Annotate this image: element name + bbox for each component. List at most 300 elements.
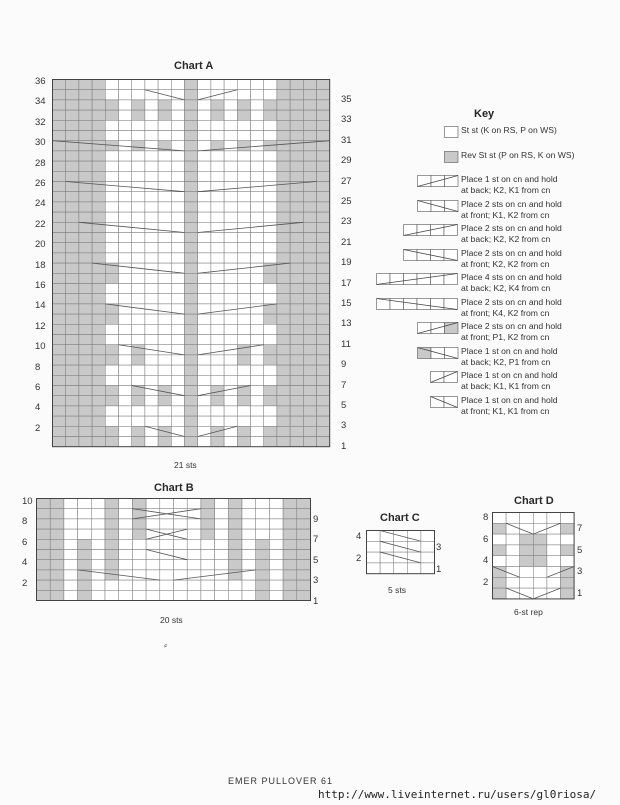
grid-cell bbox=[119, 253, 132, 263]
grid-cell bbox=[264, 375, 277, 385]
grid-cell bbox=[251, 100, 264, 110]
grid-cell bbox=[185, 171, 198, 181]
grid-cell bbox=[145, 171, 158, 181]
key-item-line1: Place 2 sts on cn and hold bbox=[461, 198, 562, 209]
grid-cell bbox=[92, 324, 105, 334]
grid-cell bbox=[297, 539, 311, 549]
row-number: 1 bbox=[313, 595, 319, 607]
grid-cell bbox=[317, 233, 330, 243]
grid-cell bbox=[303, 110, 316, 120]
grid-cell bbox=[211, 151, 224, 161]
grid-cell bbox=[493, 545, 507, 556]
grid-cell bbox=[185, 120, 198, 130]
grid-cell bbox=[53, 324, 66, 334]
key-symbol bbox=[430, 371, 459, 384]
grid-cell bbox=[198, 273, 211, 283]
grid-cell bbox=[237, 273, 250, 283]
grid-cell bbox=[317, 263, 330, 273]
grid-cell bbox=[105, 519, 119, 529]
grid-cell bbox=[145, 263, 158, 273]
grid-cell bbox=[171, 273, 184, 283]
row-number: 13 bbox=[341, 318, 352, 330]
grid-cell bbox=[132, 375, 145, 385]
grid-cell bbox=[211, 192, 224, 202]
grid-cell bbox=[53, 243, 66, 253]
grid-cell bbox=[119, 519, 133, 529]
chart-c-title: Chart C bbox=[380, 512, 420, 524]
grid-cell bbox=[66, 171, 79, 181]
grid-cell bbox=[224, 110, 237, 120]
grid-cell bbox=[237, 233, 250, 243]
grid-cell bbox=[105, 120, 118, 130]
grid-cell bbox=[105, 243, 118, 253]
grid-cell bbox=[215, 550, 229, 560]
grid-cell bbox=[493, 577, 507, 588]
grid-cell bbox=[145, 396, 158, 406]
grid-cell bbox=[105, 182, 118, 192]
grid-cell bbox=[119, 151, 132, 161]
grid-cell bbox=[158, 335, 171, 345]
grid-cell bbox=[132, 355, 145, 365]
grid-cell bbox=[283, 519, 297, 529]
grid-cell bbox=[171, 192, 184, 202]
grid-cell bbox=[256, 550, 270, 560]
grid-cell bbox=[64, 550, 78, 560]
grid-cell bbox=[119, 580, 133, 590]
grid-cell bbox=[237, 212, 250, 222]
grid-cell bbox=[158, 284, 171, 294]
grid-cell bbox=[50, 509, 64, 519]
grid-cell bbox=[215, 560, 229, 570]
grid-cell bbox=[224, 396, 237, 406]
grid-cell bbox=[211, 110, 224, 120]
grid-cell bbox=[290, 161, 303, 171]
grid-cell bbox=[237, 141, 250, 151]
grid-cell bbox=[224, 80, 237, 90]
grid-cell bbox=[185, 355, 198, 365]
grid-cell bbox=[91, 529, 105, 539]
grid-cell bbox=[290, 110, 303, 120]
grid-cell bbox=[79, 437, 92, 447]
grid-cell bbox=[53, 192, 66, 202]
grid-cell bbox=[91, 519, 105, 529]
grid-cell bbox=[303, 437, 316, 447]
grid-cell bbox=[66, 233, 79, 243]
grid-cell bbox=[53, 284, 66, 294]
grid-cell bbox=[171, 294, 184, 304]
grid-cell bbox=[119, 386, 132, 396]
grid-cell bbox=[53, 273, 66, 283]
grid-cell bbox=[105, 222, 118, 232]
grid-cell bbox=[317, 120, 330, 130]
grid-cell bbox=[64, 529, 78, 539]
grid-cell bbox=[53, 141, 66, 151]
row-number: 2 bbox=[35, 422, 41, 434]
grid-cell bbox=[105, 110, 118, 120]
row-number: 27 bbox=[341, 175, 352, 187]
grid-cell bbox=[158, 365, 171, 375]
grid-cell bbox=[290, 151, 303, 161]
grid-cell bbox=[211, 120, 224, 130]
grid-cell bbox=[269, 539, 283, 549]
chart-a-grid bbox=[52, 79, 331, 448]
grid-cell bbox=[171, 233, 184, 243]
grid-cell bbox=[277, 202, 290, 212]
grid-cell bbox=[211, 233, 224, 243]
grid-cell bbox=[237, 437, 250, 447]
grid-cell bbox=[160, 539, 174, 549]
grid-cell bbox=[303, 273, 316, 283]
grid-cell bbox=[160, 519, 174, 529]
grid-cell bbox=[303, 375, 316, 385]
grid-cell bbox=[251, 304, 264, 314]
grid-cell bbox=[242, 499, 256, 509]
grid-cell bbox=[64, 560, 78, 570]
grid-cell bbox=[132, 519, 146, 529]
grid-cell bbox=[53, 212, 66, 222]
grid-cell bbox=[105, 499, 119, 509]
grid-cell bbox=[185, 273, 198, 283]
grid-cell bbox=[224, 294, 237, 304]
grid-cell bbox=[66, 355, 79, 365]
grid-cell bbox=[158, 151, 171, 161]
grid-cell bbox=[92, 171, 105, 181]
grid-cell bbox=[198, 110, 211, 120]
grid-cell bbox=[185, 253, 198, 263]
key-item-line2: at back; K2, K4 from cn bbox=[461, 283, 551, 293]
row-number: 7 bbox=[313, 534, 319, 546]
grid-cell bbox=[91, 570, 105, 580]
grid-cell bbox=[290, 120, 303, 130]
grid-cell bbox=[171, 375, 184, 385]
key-item-label bbox=[461, 297, 611, 319]
grid-cell bbox=[251, 355, 264, 365]
grid-cell bbox=[290, 253, 303, 263]
grid-cell bbox=[66, 314, 79, 324]
grid-cell bbox=[91, 580, 105, 590]
grid-cell bbox=[264, 161, 277, 171]
grid-cell bbox=[242, 550, 256, 560]
grid-cell bbox=[79, 120, 92, 130]
grid-cell bbox=[224, 151, 237, 161]
chart-a-stitch-count: 21 sts bbox=[174, 460, 197, 470]
grid-cell bbox=[277, 243, 290, 253]
grid-cell bbox=[53, 171, 66, 181]
grid-cell bbox=[50, 529, 64, 539]
grid-cell bbox=[224, 375, 237, 385]
grid-cell bbox=[547, 577, 561, 588]
key-item-line2: at front; K4, K2 from cn bbox=[461, 307, 550, 318]
grid-cell bbox=[171, 182, 184, 192]
chart-b-title: Chart B bbox=[154, 482, 194, 494]
grid-cell bbox=[264, 100, 277, 110]
grid-cell bbox=[92, 120, 105, 130]
grid-cell bbox=[290, 222, 303, 232]
grid-cell bbox=[66, 120, 79, 130]
grid-cell bbox=[283, 560, 297, 570]
grid-cell bbox=[79, 375, 92, 385]
grid-cell bbox=[132, 580, 146, 590]
grid-cell bbox=[185, 416, 198, 426]
grid-cell bbox=[171, 314, 184, 324]
grid-cell bbox=[145, 294, 158, 304]
grid-cell bbox=[506, 534, 520, 545]
grid-cell bbox=[215, 580, 229, 590]
stray-mark: ⸗ bbox=[164, 640, 167, 650]
grid-cell bbox=[53, 100, 66, 110]
grid-cell bbox=[53, 386, 66, 396]
grid-cell bbox=[317, 161, 330, 171]
grid-cell bbox=[158, 171, 171, 181]
grid-cell bbox=[198, 406, 211, 416]
grid-cell bbox=[53, 365, 66, 375]
grid-cell bbox=[171, 396, 184, 406]
row-number: 4 bbox=[35, 402, 41, 414]
grid-cell bbox=[506, 577, 520, 588]
grid-cell bbox=[303, 233, 316, 243]
row-number: 9 bbox=[313, 514, 319, 525]
grid-cell bbox=[317, 202, 330, 212]
grid-cell bbox=[290, 365, 303, 375]
grid-cell bbox=[290, 437, 303, 447]
grid-cell bbox=[290, 100, 303, 110]
grid-cell bbox=[256, 590, 270, 600]
grid-cell bbox=[79, 151, 92, 161]
grid-cell bbox=[290, 263, 303, 273]
grid-cell bbox=[53, 396, 66, 406]
grid-cell bbox=[493, 588, 507, 599]
grid-cell bbox=[277, 161, 290, 171]
grid-cell bbox=[92, 375, 105, 385]
grid-cell bbox=[119, 90, 132, 100]
row-number: 7 bbox=[577, 523, 583, 534]
grid-cell bbox=[277, 437, 290, 447]
grid-cell bbox=[520, 513, 534, 524]
grid-cell bbox=[297, 509, 311, 519]
grid-cell bbox=[171, 284, 184, 294]
row-number: 10 bbox=[35, 341, 46, 353]
grid-cell bbox=[79, 222, 92, 232]
grid-cell bbox=[228, 539, 242, 549]
grid-cell bbox=[547, 534, 561, 545]
grid-cell bbox=[224, 406, 237, 416]
grid-cell bbox=[37, 590, 51, 600]
grid-cell bbox=[290, 90, 303, 100]
grid-cell bbox=[53, 426, 66, 436]
grid-cell bbox=[158, 131, 171, 141]
grid-cell bbox=[79, 304, 92, 314]
grid-cell bbox=[224, 212, 237, 222]
grid-cell bbox=[277, 406, 290, 416]
grid-cell bbox=[277, 375, 290, 385]
grid-cell bbox=[105, 386, 118, 396]
grid-cell bbox=[105, 171, 118, 181]
grid-cell bbox=[79, 324, 92, 334]
grid-cell bbox=[283, 539, 297, 549]
grid-cell bbox=[198, 365, 211, 375]
grid-cell bbox=[119, 100, 132, 110]
grid-cell bbox=[119, 192, 132, 202]
grid-cell bbox=[132, 499, 146, 509]
grid-cell bbox=[158, 355, 171, 365]
grid-cell bbox=[105, 192, 118, 202]
grid-cell bbox=[145, 365, 158, 375]
grid-cell bbox=[506, 523, 520, 534]
grid-cell bbox=[132, 171, 145, 181]
grid-cell bbox=[421, 563, 435, 574]
grid-cell bbox=[92, 202, 105, 212]
grid-cell bbox=[290, 273, 303, 283]
grid-cell bbox=[66, 131, 79, 141]
grid-cell bbox=[132, 120, 145, 130]
grid-cell bbox=[198, 120, 211, 130]
grid-cell bbox=[66, 110, 79, 120]
row-number: 12 bbox=[35, 320, 46, 332]
grid-cell bbox=[224, 284, 237, 294]
grid-cell bbox=[303, 171, 316, 181]
grid-cell bbox=[201, 529, 215, 539]
grid-cell bbox=[237, 324, 250, 334]
grid-cell bbox=[145, 141, 158, 151]
grid-cell bbox=[269, 560, 283, 570]
grid-cell bbox=[105, 90, 118, 100]
grid-cell bbox=[198, 202, 211, 212]
row-number: 1 bbox=[436, 563, 442, 575]
grid-cell bbox=[66, 100, 79, 110]
grid-cell bbox=[105, 539, 119, 549]
grid-cell bbox=[237, 80, 250, 90]
key-item-line1: Place 1 st on cn and hold bbox=[461, 174, 558, 184]
grid-cell bbox=[185, 375, 198, 385]
grid-cell bbox=[237, 182, 250, 192]
grid-cell bbox=[119, 437, 132, 447]
grid-cell bbox=[303, 182, 316, 192]
grid-cell bbox=[251, 365, 264, 375]
grid-cell bbox=[158, 100, 171, 110]
grid-cell bbox=[79, 365, 92, 375]
grid-cell bbox=[303, 314, 316, 324]
grid-cell bbox=[242, 539, 256, 549]
grid-cell bbox=[317, 253, 330, 263]
grid-cell bbox=[277, 335, 290, 345]
grid-cell bbox=[132, 273, 145, 283]
grid-cell bbox=[228, 580, 242, 590]
grid-cell bbox=[119, 161, 132, 171]
grid-cell bbox=[533, 534, 547, 545]
grid-cell bbox=[146, 499, 160, 509]
grid-cell bbox=[91, 560, 105, 570]
grid-cell bbox=[187, 539, 201, 549]
grid-cell bbox=[79, 212, 92, 222]
grid-cell bbox=[53, 314, 66, 324]
grid-cell bbox=[242, 529, 256, 539]
grid-cell bbox=[237, 365, 250, 375]
grid-cell bbox=[198, 284, 211, 294]
grid-cell bbox=[251, 90, 264, 100]
key-symbol bbox=[430, 396, 459, 409]
grid-cell bbox=[145, 355, 158, 365]
grid-cell bbox=[132, 335, 145, 345]
grid-cell bbox=[317, 335, 330, 345]
grid-cell bbox=[533, 588, 547, 599]
grid-cell bbox=[79, 192, 92, 202]
grid-cell bbox=[242, 509, 256, 519]
grid-cell bbox=[105, 151, 118, 161]
grid-cell bbox=[78, 590, 92, 600]
grid-cell bbox=[119, 355, 132, 365]
grid-cell bbox=[185, 345, 198, 355]
grid-cell bbox=[264, 294, 277, 304]
grid-cell bbox=[242, 580, 256, 590]
grid-cell bbox=[105, 233, 118, 243]
grid-cell bbox=[264, 273, 277, 283]
grid-cell bbox=[53, 304, 66, 314]
grid-cell bbox=[317, 345, 330, 355]
grid-cell bbox=[119, 80, 132, 90]
key-item-line2: at back; K2, K1 from cn bbox=[461, 185, 551, 195]
grid-cell bbox=[105, 375, 118, 385]
grid-cell bbox=[158, 212, 171, 222]
grid-cell bbox=[64, 499, 78, 509]
key-item-line1: Place 1 st on cn and hold bbox=[461, 394, 558, 405]
grid-cell bbox=[171, 416, 184, 426]
grid-cell bbox=[211, 437, 224, 447]
grid-cell bbox=[185, 131, 198, 141]
grid-cell bbox=[174, 519, 188, 529]
grid-cell bbox=[79, 110, 92, 120]
grid-cell bbox=[105, 345, 118, 355]
grid-cell bbox=[79, 355, 92, 365]
grid-cell bbox=[171, 365, 184, 375]
grid-cell bbox=[277, 212, 290, 222]
grid-cell bbox=[79, 273, 92, 283]
grid-cell bbox=[158, 192, 171, 202]
row-number: 14 bbox=[35, 300, 46, 312]
grid-cell bbox=[317, 212, 330, 222]
grid-cell bbox=[228, 499, 242, 509]
grid-cell bbox=[256, 560, 270, 570]
grid-cell bbox=[520, 567, 534, 578]
row-number: 30 bbox=[35, 137, 46, 149]
grid-cell bbox=[277, 314, 290, 324]
grid-cell bbox=[105, 396, 118, 406]
grid-cell bbox=[224, 182, 237, 192]
grid-cell bbox=[264, 386, 277, 396]
grid-cell bbox=[92, 141, 105, 151]
grid-cell bbox=[66, 202, 79, 212]
grid-cell bbox=[303, 192, 316, 202]
grid-cell bbox=[251, 335, 264, 345]
grid-cell bbox=[237, 355, 250, 365]
grid-cell bbox=[171, 253, 184, 263]
grid-cell bbox=[92, 416, 105, 426]
grid-cell bbox=[92, 314, 105, 324]
key-symbol bbox=[417, 347, 460, 360]
grid-cell bbox=[283, 590, 297, 600]
grid-cell bbox=[317, 80, 330, 90]
key-symbol bbox=[417, 175, 460, 188]
grid-cell bbox=[211, 284, 224, 294]
grid-cell bbox=[158, 161, 171, 171]
grid-cell bbox=[211, 375, 224, 385]
grid-cell bbox=[264, 110, 277, 120]
grid-cell bbox=[119, 365, 132, 375]
grid-cell bbox=[228, 550, 242, 560]
grid-cell bbox=[283, 499, 297, 509]
grid-cell bbox=[53, 294, 66, 304]
grid-cell bbox=[421, 541, 435, 552]
grid-cell bbox=[53, 416, 66, 426]
